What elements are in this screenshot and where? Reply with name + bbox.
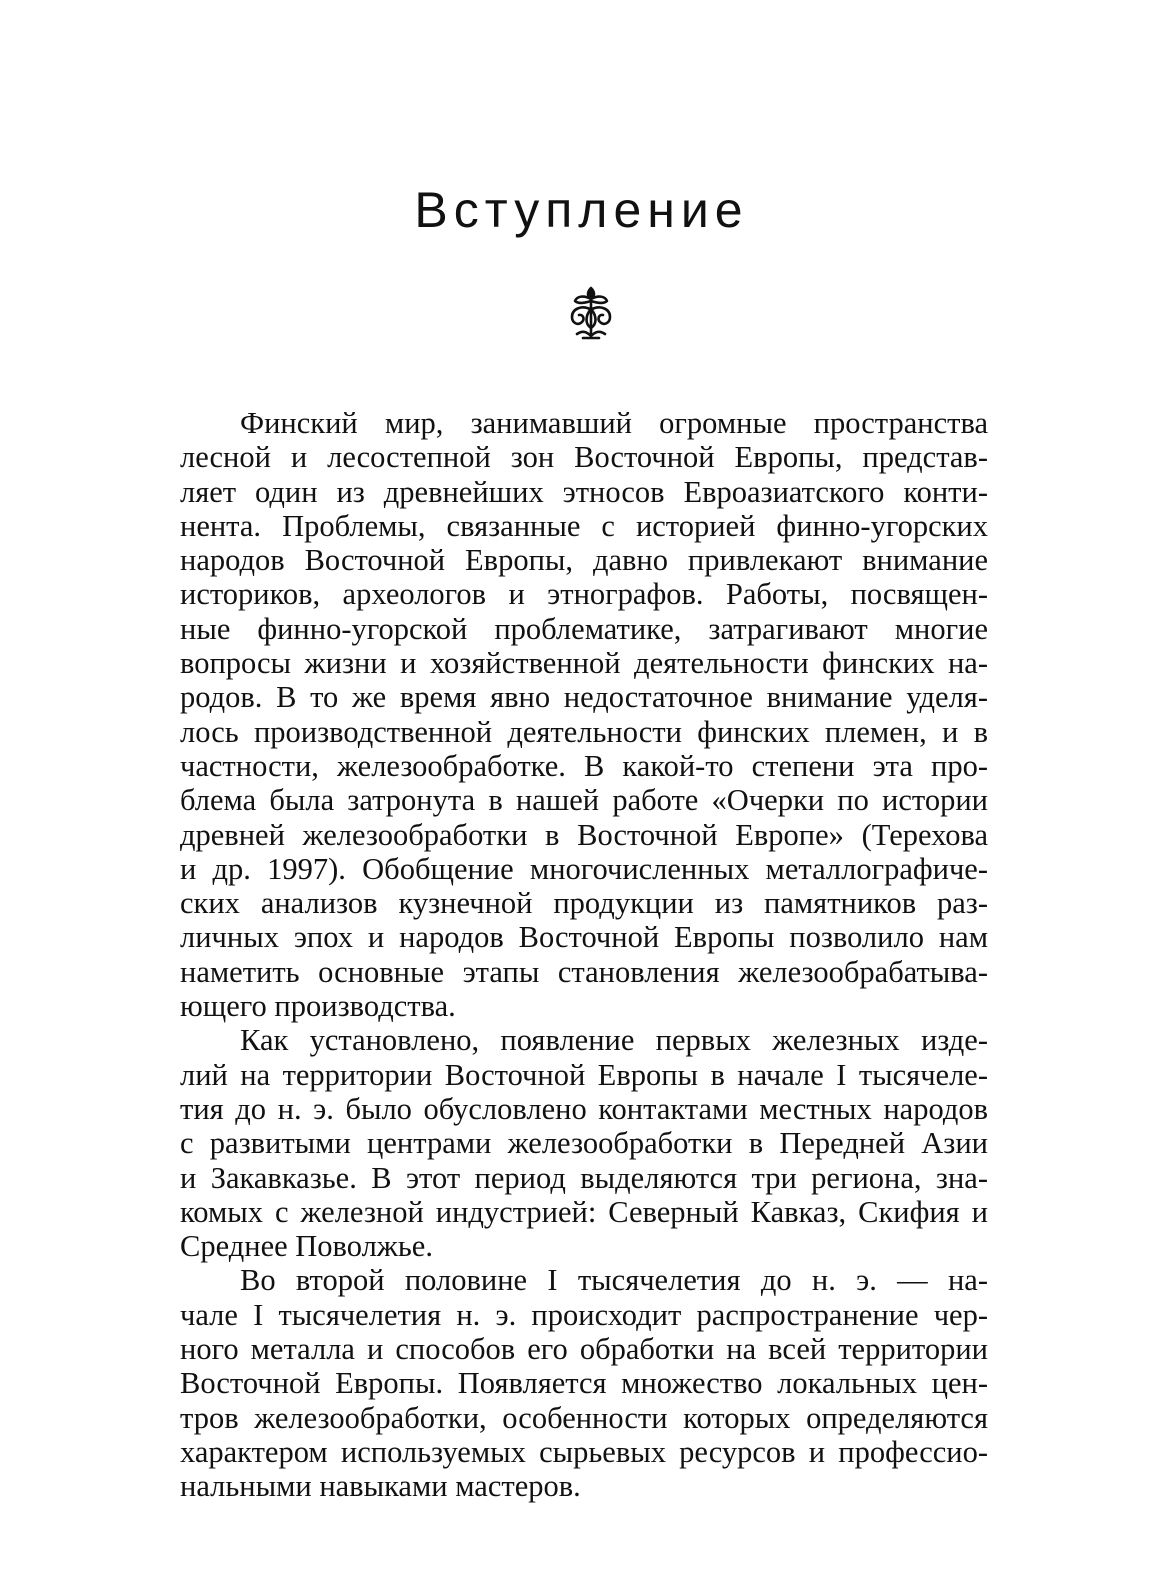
floral-ornament-icon: [563, 285, 619, 341]
text-line: ских анализов кузнечной продукции из памятников раз-: [180, 886, 988, 921]
text-line: наметить основные этапы становления железообрабатыва-: [180, 954, 988, 989]
paragraph-3: [180, 1263, 988, 1503]
paragraph-1: [180, 406, 988, 1023]
paragraph-2: [180, 1023, 988, 1263]
chapter-title: Вступление: [414, 182, 749, 238]
text-line: комых с железной индустрией: Северный Кавказ, Скифия и: [180, 1194, 988, 1229]
text-line: народов Восточной Европы, давно привлекают внимание: [180, 543, 988, 578]
text-line: Как установлено, появление первых железных изде-: [240, 1023, 988, 1058]
text-line: ного металла и способов его обработки на всей территории: [180, 1332, 988, 1367]
text-line: нента. Проблемы, связанные с историей финно-угорских: [180, 508, 988, 543]
text-line: с развитыми центрами железообработки в Передней Азии: [180, 1126, 988, 1161]
text-line: ющего производства.: [180, 989, 456, 1024]
text-line: историков, археологов и этнографов. Работы, посвящен-: [180, 577, 988, 612]
body-text: [180, 406, 988, 1504]
text-line: и Закавказье. В этот период выделяются три региона, зна-: [180, 1160, 988, 1195]
text-line: тров железообработки, особенности которых определяются: [180, 1400, 988, 1435]
text-line: личных эпох и народов Восточной Европы позволило нам: [180, 920, 988, 955]
text-line: Среднее Поволжье.: [180, 1229, 433, 1264]
text-line: лось производственной деятельности финских племен, и в: [180, 714, 988, 749]
text-line: родов. В то же время явно недостаточное внимание уделя-: [180, 680, 988, 715]
text-line: вопросы жизни и хозяйственной деятельности финских на-: [180, 646, 988, 681]
text-line: ляет один из древнейших этносов Евроазиатского конти-: [180, 474, 988, 509]
text-line: характером используемых сырьевых ресурсов и профессио-: [180, 1434, 988, 1469]
text-line: и др. 1997). Обобщение многочисленных металлографиче-: [180, 851, 988, 886]
text-line: ные финно-угорской проблематике, затрагивают многие: [180, 611, 988, 646]
text-line: древней железообработки в Восточной Европе» (Терехова: [180, 817, 988, 852]
text-line: лесной и лесостепной зон Восточной Европы, представ-: [180, 440, 988, 475]
text-line: чале I тысячелетия н. э. происходит распространение чер-: [180, 1297, 988, 1332]
text-line: тия до н. э. было обусловлено контактами местных народов: [180, 1091, 988, 1126]
text-line: блема была затронута в нашей работе «Очерки по истории: [180, 783, 988, 818]
text-line: Во второй половине I тысячелетия до н. э. — на-: [240, 1263, 988, 1298]
text-line: нальными навыками мастеров.: [180, 1469, 581, 1504]
text-line: Восточной Европы. Появляется множество локальных цен-: [180, 1366, 988, 1401]
text-line: частности, железообработке. В какой-то степени эта про-: [180, 748, 988, 783]
text-line: лий на территории Восточной Европы в начале I тысячеле-: [180, 1057, 988, 1092]
text-line: Финский мир, занимавший огромные пространства: [240, 406, 988, 440]
